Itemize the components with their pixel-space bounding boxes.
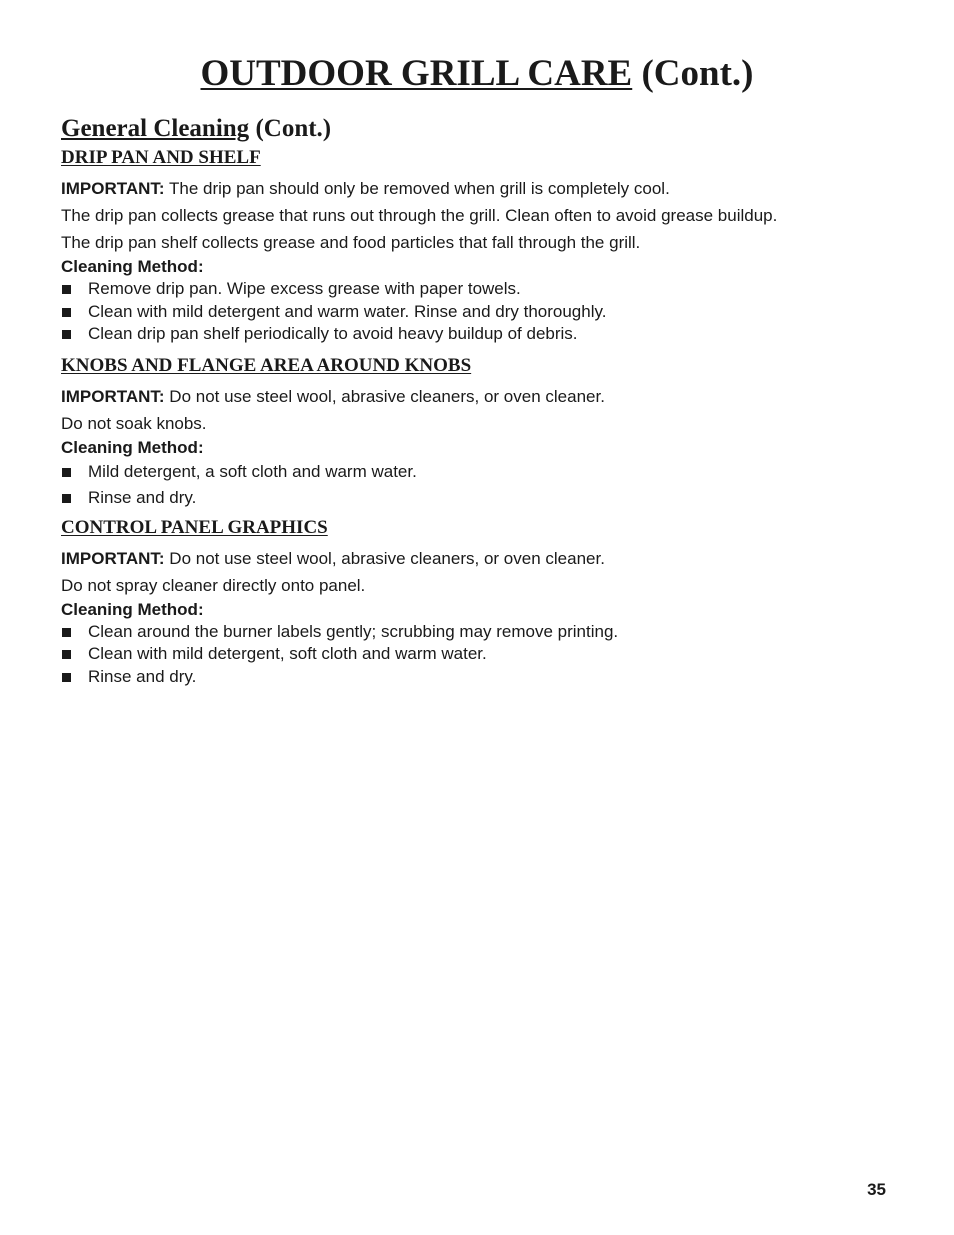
page-title [0,52,954,96]
section-heading-suffix: (Cont.) [249,115,332,142]
page-title-suffix: (Cont.) [632,53,754,94]
knobs-paragraph-1: Do not soak knobs. [61,413,207,433]
section-heading-main: General Cleaning [61,115,250,142]
square-bullet-icon [62,494,71,503]
list-item: Rinse and dry. [61,485,921,511]
square-bullet-icon [62,673,71,682]
knobs-heading: KNOBS AND FLANGE AREA AROUND KNOBS [61,354,472,376]
knobs-method-label: Cleaning Method: [61,437,204,457]
square-bullet-icon [62,628,71,637]
control-panel-method-label: Cleaning Method: [61,599,204,619]
drip-pan-important [61,175,921,202]
control-panel-bullet-list [61,621,921,689]
important-label: IMPORTANT: [61,179,165,198]
square-bullet-icon [62,650,71,659]
drip-pan-paragraph-1: The drip pan collects grease that runs out through the grill. Clean often to avoid grease buildup. [61,206,778,225]
square-bullet-icon [62,308,71,317]
list-item: Mild detergent, a soft cloth and warm water. [61,459,921,485]
list-item: Clean around the burner labels gently; scrubbing may remove printing. [61,621,921,644]
knobs-bullet-list [61,459,921,511]
control-panel-heading: CONTROL PANEL GRAPHICS [61,516,328,538]
list-item: Clean with mild detergent and warm water. Rinse and dry thoroughly. [61,301,921,324]
list-item: Clean drip pan shelf periodically to avoid heavy buildup of debris. [61,323,921,346]
list-item: Rinse and dry. [61,666,921,689]
page-content [61,112,921,688]
drip-pan-paragraph-2: The drip pan shelf collects grease and food particles that fall through the grill. [61,233,641,252]
square-bullet-icon [62,330,71,339]
page-number: 35 [867,1180,886,1199]
knobs-important [61,383,921,410]
list-item: Clean with mild detergent, soft cloth and warm water. [61,643,921,666]
important-text: Do not use steel wool, abrasive cleaners, or oven cleaner. [164,548,605,568]
control-panel-important [61,545,921,572]
control-panel-paragraph-1: Do not spray cleaner directly onto panel. [61,575,366,595]
square-bullet-icon [62,285,71,294]
important-text: Do not use steel wool, abrasive cleaners, or oven cleaner. [164,386,605,406]
square-bullet-icon [62,468,71,477]
drip-pan-heading: DRIP PAN AND SHELF [61,147,261,168]
list-item: Remove drip pan. Wipe excess grease with paper towels. [61,278,921,301]
section-heading [61,112,921,146]
page-title-main: OUTDOOR GRILL CARE [200,53,633,94]
drip-pan-method-label: Cleaning Method: [61,257,204,276]
drip-pan-bullet-list [61,278,921,346]
important-label: IMPORTANT: [61,548,165,568]
important-text: The drip pan should only be removed when grill is completely cool. [164,179,670,198]
important-label: IMPORTANT: [61,386,165,406]
